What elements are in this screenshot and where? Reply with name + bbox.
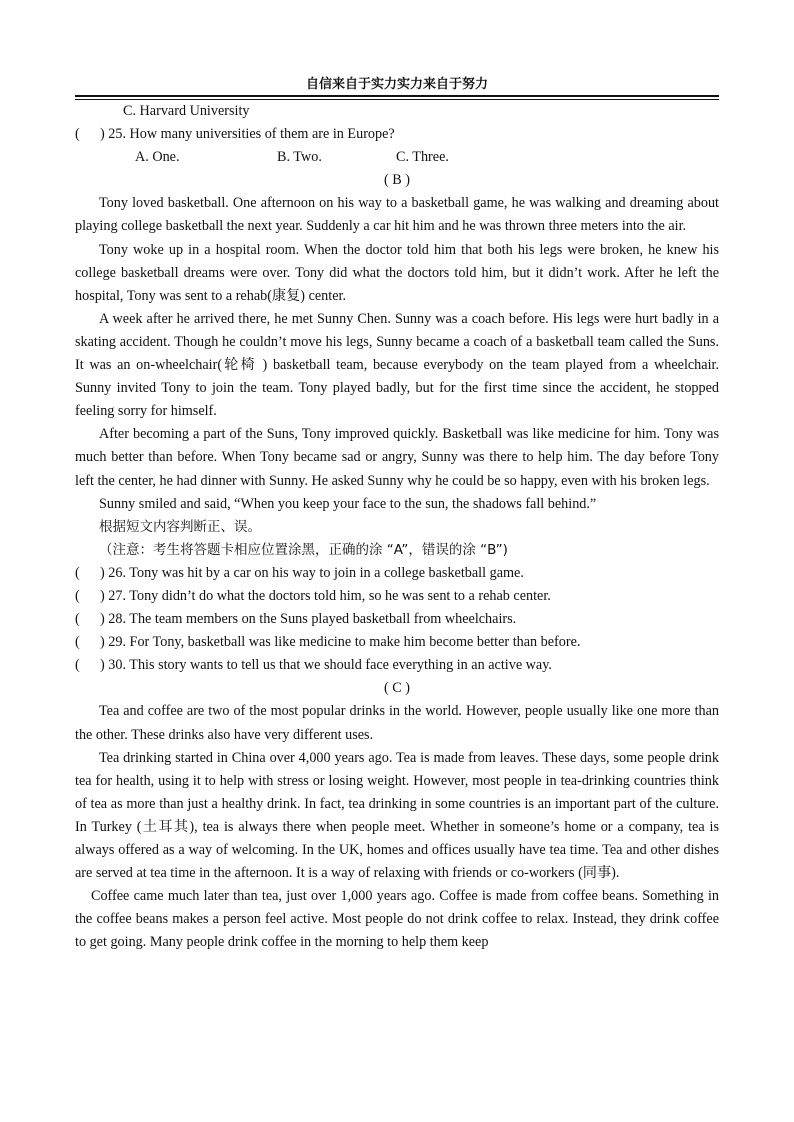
question-28: [75, 608, 719, 631]
passage-b-paragraph-4: After becoming a part of the Suns, Tony improved quickly. Basketball was like medicine for him. Tony was much better than before. When Tony became sad or angry, Sunny was there to help him. The day before Tony left the center, he had dinner with Sunny. He asked Sunny why he could be so happy, even with his broken legs.: [75, 426, 719, 489]
question-text: ) 25. How many universities of them are in Europe?: [100, 126, 395, 143]
question-text: ) 27. Tony didn’t do what the doctors told him, so he was sent to a rehab center.: [100, 587, 551, 604]
option-c-line: C. Harvard University: [123, 103, 250, 119]
question-text: ) 29. For Tony, basketball was like medicine to make him become better than before.: [100, 634, 581, 651]
question-29: [75, 631, 719, 654]
answer-bracket: (: [75, 657, 80, 674]
instruction-line-2: （注意：考生将答题卡相应位置涂黑，正确的涂 “A”，错误的涂 “B”): [99, 541, 508, 558]
passage-b-paragraph-1: Tony loved basketball. One afternoon on his way to a basketball game, he was walking and dreaming about playing college basketball the next year. Suddenly a car hit him and he was thrown three meters into the air.: [75, 195, 719, 235]
header-rule-thick: [75, 95, 719, 97]
passage-c-paragraph-2: Tea drinking started in China over 4,000 years ago. Tea is made from leaves. These days, some people drink tea for health, using it to help with stress or losing weight. However, most people in tea-drinking countries think of tea as more than just a healthy drink. In fact, tea drinking in some countries is an important part of the culture. In Turkey (土耳其), tea is always there when people meet. Whether in someone’s home or a company, tea is always offered as a way of welcoming. In the UK, homes and offices usually have tea time. Tea and other dishes are served at tea time in the afternoon. It is a way of relaxing with friends or co-workers (同事).: [75, 749, 719, 882]
option-b: B. Two.: [277, 149, 322, 166]
passage-b-paragraph-3: A week after he arrived there, he met Sunny Chen. Sunny was a coach before. His legs were hurt badly in a skating accident. Though he couldn’t move his legs, Sunny became a coach of a basketball team called the Suns. It was an on-wheelchair(轮椅 ) basketball team, because everybody on the team played from a wheelchair. Sunny invited Tony to join the team. Tony played badly, but for the first time since the accident, he stopped feeling sorry for himself.: [75, 310, 719, 420]
question-25-options: [75, 146, 719, 169]
option-a: A. One.: [135, 149, 180, 166]
passage-c-paragraph-3: Coffee came much later than tea, just over 1,000 years ago. Coffee is made from coffee beans. Something in the coffee beans makes a person feel active. Most people do not drink coffee to relax. Instead, they drink coffee to get going. Many people drink coffee in the morning to help them keep: [75, 888, 719, 951]
section-b-label: ( B ): [383, 172, 410, 189]
document-body: [75, 100, 719, 954]
answer-bracket: (: [75, 634, 80, 651]
question-27: [75, 585, 719, 608]
answer-bracket: (: [75, 564, 80, 581]
question-text: ) 30. This story wants to tell us that we should face everything in an active way.: [100, 657, 552, 674]
page-header-title: 自信来自于实力实力来自于努力: [305, 77, 488, 92]
passage-b-paragraph-5: Sunny smiled and said, “When you keep your face to the sun, the shadows fall behind.”: [99, 495, 597, 512]
passage-c-paragraph-1: Tea and coffee are two of the most popular drinks in the world. However, people usually like one more than the other. These drinks also have very different uses.: [75, 703, 719, 743]
instruction-line-1: 根据短文内容判断正、误。: [99, 518, 261, 535]
question-text: ) 26. Tony was hit by a car on his way to join in a college basketball game.: [100, 564, 524, 581]
option-c: C. Three.: [396, 149, 449, 166]
section-c-label: ( C ): [383, 680, 410, 697]
answer-bracket: (: [75, 587, 80, 604]
question-30: [75, 654, 719, 677]
question-25: [75, 123, 719, 146]
question-26: [75, 562, 719, 585]
answer-bracket: (: [75, 126, 80, 143]
answer-bracket: (: [75, 611, 80, 628]
question-text: ) 28. The team members on the Suns played basketball from wheelchairs.: [100, 611, 517, 628]
passage-b-paragraph-2: Tony woke up in a hospital room. When the doctor told him that both his legs were broken, he knew his college basketball dreams were over. Tony did what the doctors told him, but it didn’t work. After he left the hospital, Tony was sent to a rehab(康复) center.: [75, 241, 719, 304]
